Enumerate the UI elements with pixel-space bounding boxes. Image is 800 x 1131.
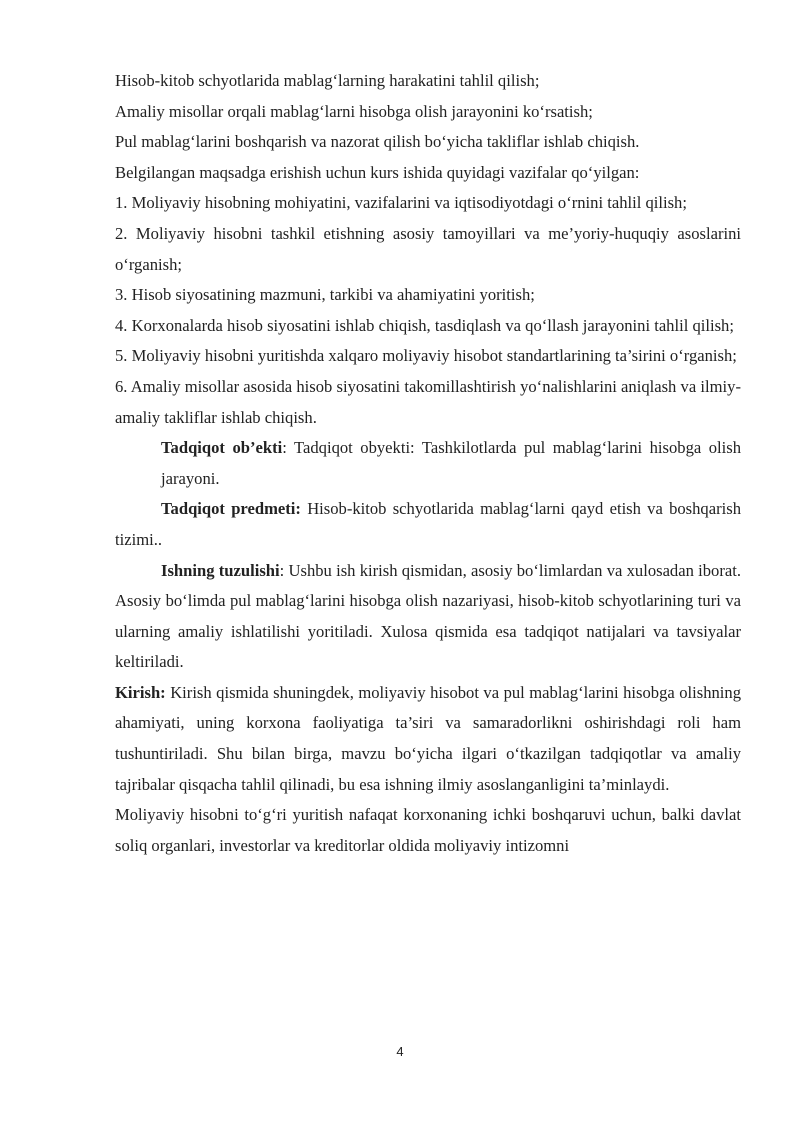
task-item-6: 6. Amaliy misollar asosida hisob siyosatini takomillashtirish yo‘nalishlarini aniqlash va ilmiy-amaliy takliflar ishlab chiqish. [115, 376, 741, 427]
introduction-label: Kirish: [115, 682, 166, 702]
research-object-text: : Tadqiqot obyekti: Tashkilotlarda pul mablag‘larini hisobga olish jarayoni. [161, 438, 741, 488]
research-object-label: Tadqiqot ob’ekti [161, 438, 283, 458]
closing-paragraph: Moliyaviy hisobni to‘g‘ri yuritish nafaqat korxonaning ichki boshqaruvi uchun, balki davlat soliq organlari, investorlar va kreditorlar oldida moliyaviy intizomni [115, 805, 741, 855]
work-structure-label: Ishning tuzulishi [161, 560, 280, 580]
task-item-4: 4. Korxonalarda hisob siyosatini ishlab chiqish, tasdiqlash va qo‘llash jarayonini tahlil qilish; [115, 315, 734, 335]
paragraph-analysis-movement: Hisob-kitob schyotlarida mablag‘larning harakatini tahlil qilish; [115, 71, 540, 90]
task-item-5: 5. Moliyaviy hisobni yuritishda xalqaro moliyaviy hisobot standartlarining ta’sirini o‘rganish; [115, 346, 737, 366]
research-subject-label: Tadqiqot predmeti: [161, 499, 301, 519]
research-object-paragraph [115, 433, 741, 494]
work-structure-text: : Ushbu ish kirish qismidan, asosiy bo‘limlardan va xulosadan iborat. Asosiy bo‘limda pul mablag‘larini hisobga olish nazariyasi, hisob-kitob schyotlarining turi va ularning amaliy ishlatilishi yoritiladi. Xulosa qismida esa tadqiqot natijalari va tavsiyalar keltiriladi. [115, 560, 742, 672]
paragraph-tasks-intro: Belgilangan maqsadga erishish uchun kurs ishida quyidagi vazifalar qo‘yilgan: [115, 162, 640, 182]
task-item-2: 2. Moliyaviy hisobni tashkil etishning asosiy tamoyillari va me’yoriy-huquqiy asoslarini o‘rganish; [115, 223, 741, 274]
paragraph-practical-examples: Amaliy misollar orqali mablag‘larni hisobga olish jarayonini ko‘rsatish; [115, 101, 593, 121]
body-text [115, 66, 741, 861]
page-number: 4 [396, 1044, 404, 1059]
research-subject-paragraph [115, 494, 741, 555]
task-item-3: 3. Hisob siyosatining mazmuni, tarkibi va ahamiyatini yoritish; [115, 285, 535, 305]
task-item-1: 1. Moliyaviy hisobning mohiyatini, vazifalarini va iqtisodiyotdagi o‘rnini tahlil qilish; [115, 193, 687, 213]
research-subject-text: Hisob-kitob schyotlarida mablag‘larni qayd etish va boshqarish tizimi.. [115, 499, 741, 549]
introduction-text: Kirish qismida shuningdek, moliyaviy hisobot va pul mablag‘larini hisobga olishning ahamiyati, uning korxona faoliyatiga ta’siri va samaradorlikni oshirishdagi roli ham tushuntiriladi. Shu bilan birga, mavzu bo‘yicha ilgari o‘tkazilgan tadqiqotlar va amaliy tajribalar qisqacha tahlil qilinadi, bu esa ishning ilmiy asoslanganligini ta’minlaydi. [115, 682, 741, 794]
paragraph-management-proposals: Pul mablag‘larini boshqarish va nazorat qilish bo‘yicha takliflar ishlab chiqish. [115, 132, 640, 152]
introduction-paragraph [115, 678, 741, 800]
work-structure-paragraph [115, 556, 741, 678]
